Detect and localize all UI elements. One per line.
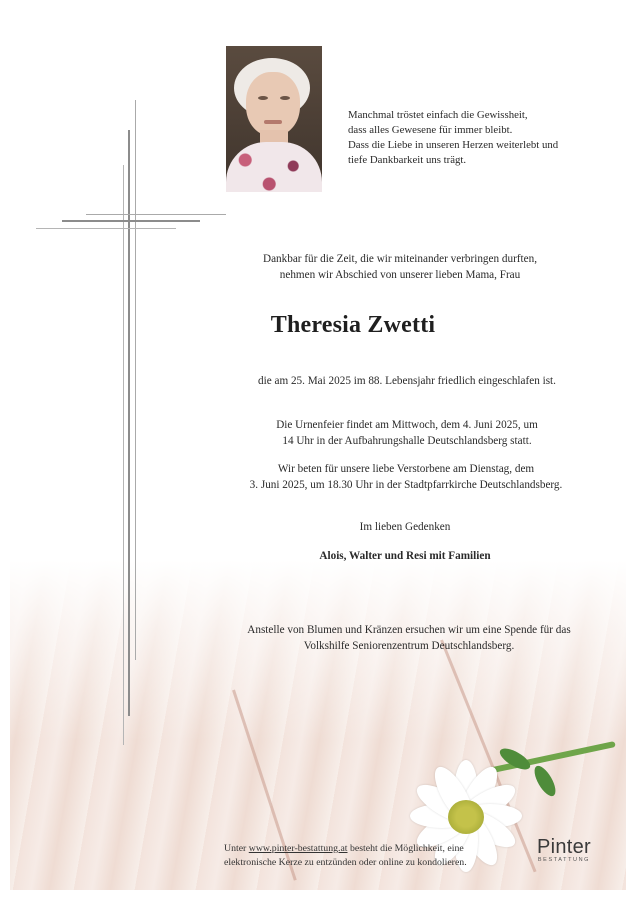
- logo-subtitle: BESTATTUNG: [537, 857, 591, 863]
- prayer-text: [196, 462, 616, 493]
- prayer-line: 3. Juni 2025, um 18.30 Uhr in der Stadtpfarrkirche Deutschlandsberg.: [249, 478, 563, 491]
- photo-face: [246, 72, 300, 136]
- footer-line-1: [224, 842, 514, 856]
- cross-vertical-short: [123, 165, 124, 745]
- deceased-name: Theresia Zwetti: [270, 312, 436, 338]
- photo-eye: [258, 96, 268, 100]
- intro-text: [210, 252, 590, 283]
- flower-center: [448, 800, 484, 834]
- logo-word: Pinter: [536, 836, 592, 858]
- poem-line: Dass die Liebe in unseren Herzen weiterlebt und: [348, 139, 559, 151]
- cross-horizontal-main: [62, 220, 200, 222]
- poem: [348, 108, 608, 168]
- footer-prefix: Unter: [224, 843, 249, 854]
- photo-mouth: [264, 120, 282, 124]
- footer-text: [224, 842, 514, 869]
- portrait-photo: [226, 46, 322, 192]
- footer-line-2: elektronische Kerze zu entzünden oder online zu kondolieren.: [224, 856, 467, 868]
- prayer-line: Wir beten für unsere liebe Verstorbene am Dienstag, dem: [277, 463, 535, 475]
- flower-leaf: [530, 763, 559, 799]
- intro-line: Dankbar für die Zeit, die wir miteinander verbringen durften,: [263, 253, 537, 265]
- family-names: [270, 549, 540, 565]
- remembrance-text: [300, 520, 510, 536]
- poem-line: Manchmal tröstet einfach die Gewissheit,: [348, 109, 528, 121]
- ceremony-text: [220, 418, 594, 449]
- family-line: Alois, Walter und Resi mit Familien: [319, 550, 491, 562]
- poem-line: tiefe Dankbarkeit uns trägt.: [348, 154, 467, 166]
- donation-line: Anstelle von Blumen und Kränzen ersuchen wir um eine Spende für das: [247, 624, 571, 636]
- cross-vertical-thin: [135, 100, 136, 660]
- cross-horizontal-long: [36, 228, 176, 229]
- website-link[interactable]: www.pinter-bestattung.at: [248, 843, 348, 854]
- remembrance-line: Im lieben Gedenken: [359, 521, 451, 533]
- cross-vertical-main: [128, 130, 130, 716]
- donation-text: [214, 623, 604, 654]
- cross-horizontal-thin: [86, 214, 226, 215]
- ceremony-line: Die Urnenfeier findet am Mittwoch, dem 4. Juni 2025, um: [276, 419, 538, 431]
- death-notice-line: die am 25. Mai 2025 im 88. Lebensjahr friedlich eingeschlafen ist.: [258, 375, 556, 387]
- poem-line: dass alles Gewesene für immer bleibt.: [348, 124, 513, 136]
- intro-line: nehmen wir Abschied von unserer lieben Mama, Frau: [279, 268, 521, 281]
- death-notice: [200, 374, 614, 390]
- ceremony-line: 14 Uhr in der Aufbahrungshalle Deutschlandsberg statt.: [282, 434, 532, 447]
- photo-blouse: [226, 142, 322, 192]
- photo-eye: [280, 96, 290, 100]
- donation-line: Volkshilfe Seniorenzentrum Deutschlandsberg.: [303, 639, 515, 652]
- pinter-logo: [528, 836, 600, 863]
- footer-suffix: besteht die Möglichkeit, eine: [347, 843, 464, 854]
